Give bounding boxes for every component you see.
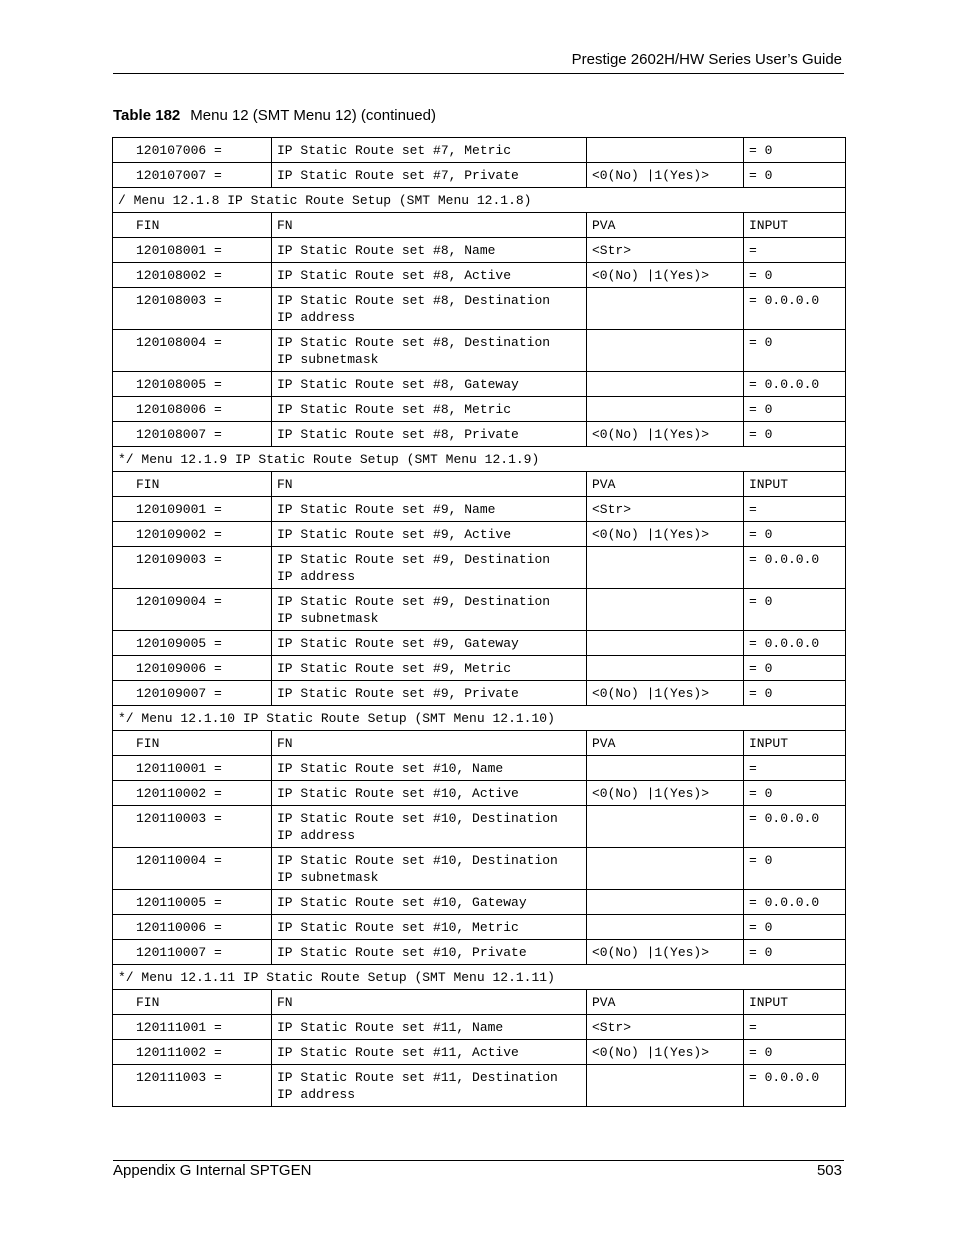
fin-cell: 120109002 = <box>113 522 272 547</box>
pva-cell: <Str> <box>587 497 744 522</box>
pva-cell <box>587 631 744 656</box>
fin-cell: 120110005 = <box>113 890 272 915</box>
fin-cell: 120109004 = <box>113 589 272 631</box>
fin-cell: 120108004 = <box>113 330 272 372</box>
table-row <box>113 547 846 589</box>
table-row <box>113 288 846 330</box>
input-cell: = 0 <box>744 1040 846 1065</box>
pva-cell <box>587 330 744 372</box>
fin-cell: 120110002 = <box>113 781 272 806</box>
pva-cell <box>587 1065 744 1107</box>
section-header-row <box>113 188 846 213</box>
pva-cell: PVA <box>587 213 744 238</box>
pva-cell: <Str> <box>587 1015 744 1040</box>
fin-cell: 120108005 = <box>113 372 272 397</box>
fin-cell: 120109001 = <box>113 497 272 522</box>
table-row <box>113 422 846 447</box>
table-caption <box>113 107 436 124</box>
page-number: 503 <box>816 1162 842 1179</box>
fn-cell: IP Static Route set #10, Gateway <box>272 890 587 915</box>
table-row <box>113 631 846 656</box>
footer-divider <box>113 1160 844 1161</box>
fn-cell: IP Static Route set #8, Destination IP address <box>272 288 587 330</box>
pva-cell <box>587 397 744 422</box>
table-row <box>113 213 846 238</box>
input-cell: = 0 <box>744 656 846 681</box>
input-cell: = 0.0.0.0 <box>744 372 846 397</box>
fn-cell: FN <box>272 731 587 756</box>
input-cell: = 0 <box>744 330 846 372</box>
fn-cell: IP Static Route set #9, Gateway <box>272 631 587 656</box>
fin-cell: 120110003 = <box>113 806 272 848</box>
fin-cell: 120110006 = <box>113 915 272 940</box>
fn-cell: IP Static Route set #10, Destination IP address <box>272 806 587 848</box>
section-header-row <box>113 965 846 990</box>
table-row <box>113 138 846 163</box>
fin-cell: 120110007 = <box>113 940 272 965</box>
fin-cell: FIN <box>113 731 272 756</box>
input-cell: = <box>744 1015 846 1040</box>
input-cell: = 0.0.0.0 <box>744 890 846 915</box>
input-cell: = <box>744 756 846 781</box>
pva-cell: PVA <box>587 731 744 756</box>
pva-cell <box>587 138 744 163</box>
fin-cell: 120111001 = <box>113 1015 272 1040</box>
fin-cell: 120111002 = <box>113 1040 272 1065</box>
input-cell: = 0 <box>744 848 846 890</box>
pva-cell <box>587 547 744 589</box>
table-row <box>113 522 846 547</box>
table-row <box>113 940 846 965</box>
fin-cell: FIN <box>113 472 272 497</box>
fin-cell: 120110004 = <box>113 848 272 890</box>
section-header-row <box>113 447 846 472</box>
pva-cell <box>587 806 744 848</box>
pva-cell: <0(No) |1(Yes)> <box>587 163 744 188</box>
table-row <box>113 681 846 706</box>
fn-cell: IP Static Route set #9, Destination IP address <box>272 547 587 589</box>
table-row <box>113 656 846 681</box>
pva-cell: <Str> <box>587 238 744 263</box>
input-cell: = 0 <box>744 915 846 940</box>
table-row <box>113 915 846 940</box>
input-cell: = 0.0.0.0 <box>744 1065 846 1107</box>
fin-cell: 120107007 = <box>113 163 272 188</box>
fn-cell: IP Static Route set #10, Active <box>272 781 587 806</box>
fn-cell: IP Static Route set #11, Destination IP address <box>272 1065 587 1107</box>
input-cell: = 0 <box>744 681 846 706</box>
fn-cell: FN <box>272 472 587 497</box>
smt-menu-table <box>112 137 846 1107</box>
pva-cell <box>587 288 744 330</box>
input-cell: = 0 <box>744 397 846 422</box>
fin-cell: 120111003 = <box>113 1065 272 1107</box>
fin-cell: 120109007 = <box>113 681 272 706</box>
table-row <box>113 1040 846 1065</box>
input-cell: = 0.0.0.0 <box>744 806 846 848</box>
fin-cell: 120110001 = <box>113 756 272 781</box>
fn-cell: IP Static Route set #8, Name <box>272 238 587 263</box>
fn-cell: IP Static Route set #7, Private <box>272 163 587 188</box>
section-title-cell: */ Menu 12.1.11 IP Static Route Setup (SMT Menu 12.1.11) <box>113 965 846 990</box>
section-title-cell: */ Menu 12.1.10 IP Static Route Setup (SMT Menu 12.1.10) <box>113 706 846 731</box>
pva-cell <box>587 890 744 915</box>
fn-cell: IP Static Route set #8, Active <box>272 263 587 288</box>
pva-cell: <0(No) |1(Yes)> <box>587 422 744 447</box>
fn-cell: IP Static Route set #10, Name <box>272 756 587 781</box>
fn-cell: IP Static Route set #11, Active <box>272 1040 587 1065</box>
pva-cell: <0(No) |1(Yes)> <box>587 522 744 547</box>
fin-cell: FIN <box>113 990 272 1015</box>
table-row <box>113 497 846 522</box>
table-row <box>113 848 846 890</box>
input-cell: INPUT <box>744 731 846 756</box>
page-header-title: Prestige 2602H/HW Series User’s Guide <box>571 51 842 68</box>
input-cell: = 0 <box>744 422 846 447</box>
table-row <box>113 806 846 848</box>
fn-cell: IP Static Route set #11, Name <box>272 1015 587 1040</box>
pva-cell: <0(No) |1(Yes)> <box>587 940 744 965</box>
table-row <box>113 589 846 631</box>
pva-cell: PVA <box>587 990 744 1015</box>
table-row <box>113 890 846 915</box>
fin-cell: 120108001 = <box>113 238 272 263</box>
table-row <box>113 756 846 781</box>
input-cell: = 0 <box>744 163 846 188</box>
table-body <box>113 138 846 1107</box>
fn-cell: IP Static Route set #8, Metric <box>272 397 587 422</box>
fn-cell: IP Static Route set #10, Private <box>272 940 587 965</box>
table-row <box>113 1015 846 1040</box>
fn-cell: IP Static Route set #10, Destination IP subnetmask <box>272 848 587 890</box>
footer-section-title: Appendix G Internal SPTGEN <box>113 1162 312 1179</box>
table-row <box>113 990 846 1015</box>
pva-cell <box>587 372 744 397</box>
pva-cell <box>587 756 744 781</box>
fn-cell: IP Static Route set #8, Destination IP subnetmask <box>272 330 587 372</box>
header-divider <box>113 73 844 74</box>
pva-cell: <0(No) |1(Yes)> <box>587 681 744 706</box>
fin-cell: 120109005 = <box>113 631 272 656</box>
input-cell: INPUT <box>744 472 846 497</box>
input-cell: = 0 <box>744 781 846 806</box>
table-row <box>113 397 846 422</box>
table-row <box>113 263 846 288</box>
section-title-cell: / Menu 12.1.8 IP Static Route Setup (SMT Menu 12.1.8) <box>113 188 846 213</box>
input-cell: = 0 <box>744 138 846 163</box>
table-row <box>113 372 846 397</box>
input-cell: = <box>744 497 846 522</box>
table-row <box>113 731 846 756</box>
fin-cell: 120107006 = <box>113 138 272 163</box>
fin-cell: 120108003 = <box>113 288 272 330</box>
fin-cell: 120109003 = <box>113 547 272 589</box>
fin-cell: 120108007 = <box>113 422 272 447</box>
fn-cell: IP Static Route set #8, Private <box>272 422 587 447</box>
pva-cell <box>587 589 744 631</box>
input-cell: = 0 <box>744 589 846 631</box>
pva-cell <box>587 656 744 681</box>
fn-cell: IP Static Route set #7, Metric <box>272 138 587 163</box>
table-caption-text: Menu 12 (SMT Menu 12) (continued) <box>190 107 436 124</box>
input-cell: = 0.0.0.0 <box>744 547 846 589</box>
input-cell: = 0.0.0.0 <box>744 631 846 656</box>
pva-cell <box>587 915 744 940</box>
input-cell: = 0 <box>744 940 846 965</box>
table-row <box>113 781 846 806</box>
pva-cell: <0(No) |1(Yes)> <box>587 781 744 806</box>
fn-cell: IP Static Route set #9, Metric <box>272 656 587 681</box>
table-row <box>113 163 846 188</box>
table-row <box>113 238 846 263</box>
input-cell: INPUT <box>744 990 846 1015</box>
fin-cell: 120108006 = <box>113 397 272 422</box>
fn-cell: FN <box>272 990 587 1015</box>
fin-cell: 120108002 = <box>113 263 272 288</box>
input-cell: = 0.0.0.0 <box>744 288 846 330</box>
pva-cell <box>587 848 744 890</box>
input-cell: = 0 <box>744 522 846 547</box>
section-title-cell: */ Menu 12.1.9 IP Static Route Setup (SMT Menu 12.1.9) <box>113 447 846 472</box>
pva-cell: <0(No) |1(Yes)> <box>587 263 744 288</box>
input-cell: INPUT <box>744 213 846 238</box>
pva-cell: PVA <box>587 472 744 497</box>
table-caption-label: Table 182 <box>113 107 181 124</box>
table-row <box>113 1065 846 1107</box>
fin-cell: 120109006 = <box>113 656 272 681</box>
fn-cell: IP Static Route set #8, Gateway <box>272 372 587 397</box>
table-row <box>113 472 846 497</box>
fn-cell: IP Static Route set #9, Active <box>272 522 587 547</box>
fn-cell: IP Static Route set #9, Destination IP subnetmask <box>272 589 587 631</box>
table-row <box>113 330 846 372</box>
fn-cell: IP Static Route set #9, Private <box>272 681 587 706</box>
fn-cell: IP Static Route set #10, Metric <box>272 915 587 940</box>
pva-cell: <0(No) |1(Yes)> <box>587 1040 744 1065</box>
fin-cell: FIN <box>113 213 272 238</box>
input-cell: = <box>744 238 846 263</box>
section-header-row <box>113 706 846 731</box>
fn-cell: FN <box>272 213 587 238</box>
input-cell: = 0 <box>744 263 846 288</box>
fn-cell: IP Static Route set #9, Name <box>272 497 587 522</box>
